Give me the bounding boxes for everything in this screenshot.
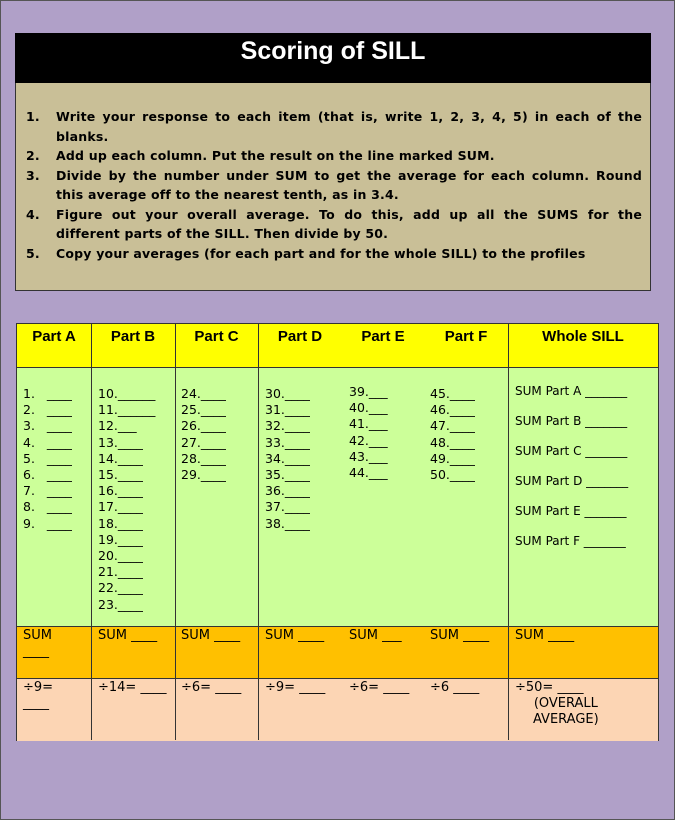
column-header-whole-sill: Whole SILL <box>542 328 624 345</box>
column-header-part-a: Part A <box>32 328 76 345</box>
part-d-sum[interactable]: SUM ____ <box>265 628 325 643</box>
instruction-item <box>26 244 642 264</box>
instruction-text: Copy your averages (for each part and for the whole SILL) to the profiles <box>56 245 586 261</box>
divider <box>175 324 176 740</box>
instruction-text: Write your response to each item (that is, write 1, 2, 3, 4, 5) in each of the blanks. <box>56 109 642 144</box>
part-d-items[interactable]: 30.____ 31.____ 32.____ 33.____ 34.____ 35.____ 36.____ 37.____ 38.____ <box>265 386 310 531</box>
instruction-number: 1. <box>26 109 40 124</box>
instruction-item <box>26 107 642 146</box>
instruction-item <box>26 205 642 244</box>
instruction-text: Figure out your overall average. To do this, add up all the SUMS for the different parts of the SILL. Then divide by 50. <box>56 206 642 241</box>
column-header-part-c: Part C <box>194 328 239 345</box>
instructions-panel <box>15 83 651 291</box>
part-c-items[interactable]: 24.____ 25.____ 26.____ 27.____ 28.____ 29.____ <box>181 386 226 483</box>
part-a-sum[interactable]: SUM ____ <box>23 628 52 659</box>
part-b-items[interactable]: 10.______ 11.______ 12.___ 13.____ 14.____ 15.____ 16.____ 17.____ 18.____ 19.____ 20.____ 21.____ 22.____ 23.____ <box>98 386 156 612</box>
column-header-part-b: Part B <box>110 328 156 345</box>
part-d-average[interactable]: ÷9= ____ <box>265 680 326 695</box>
part-c-sum[interactable]: SUM ____ <box>181 628 241 643</box>
column-header-part-f: Part F <box>444 328 488 345</box>
overall-average[interactable]: ÷50= ____ <box>515 680 584 695</box>
instruction-number: 4. <box>26 206 40 222</box>
part-f-sum[interactable]: SUM ____ <box>430 628 490 643</box>
overall-average-label: (OVERALL AVERAGE) <box>533 696 599 727</box>
instruction-number: 2. <box>26 148 40 163</box>
column-header-part-e: Part E <box>361 328 405 345</box>
part-a-average[interactable]: ÷9= ____ <box>23 680 54 711</box>
instruction-number: 5. <box>26 245 40 261</box>
divider <box>508 324 509 740</box>
divider <box>91 324 92 740</box>
divider <box>17 678 658 679</box>
instruction-text: Add up each column. Put the result on the line marked SUM. <box>56 148 495 163</box>
divider <box>17 367 658 368</box>
whole-sill-sum[interactable]: SUM ____ <box>515 628 575 643</box>
instruction-item <box>26 146 642 166</box>
instruction-text: Divide by the number under SUM to get the average for each column. Round this average off to the nearest tenth, as in 3.4. <box>56 167 642 202</box>
part-e-average[interactable]: ÷6= ____ <box>349 680 410 695</box>
part-b-average[interactable]: ÷14= ____ <box>98 680 167 695</box>
instruction-item <box>26 166 642 205</box>
instruction-number: 3. <box>26 167 40 183</box>
column-header-part-d: Part D <box>277 328 323 345</box>
part-e-items[interactable]: 39.___ 40.___ 41.___ 42.___ 43.___ 44.___ <box>349 384 388 481</box>
scoring-grid <box>16 323 659 741</box>
part-a-items[interactable]: 1. ____ 2. ____ 3. ____ 4. ____ 5. ____ 6. ____ 7. ____ 8. ____ 9. ____ <box>23 386 72 531</box>
whole-sill-sums[interactable]: SUM Part A _______ SUM Part B _______ SUM Part C _______ SUM Part D _______ SUM Part E _______ SUM Part F _______ <box>515 384 629 548</box>
divider <box>17 626 658 627</box>
part-c-average[interactable]: ÷6= ____ <box>181 680 242 695</box>
part-f-average[interactable]: ÷6 ____ <box>430 680 480 695</box>
part-f-items[interactable]: 45.____ 46.____ 47.____ 48.____ 49.____ 50.____ <box>430 386 475 483</box>
part-b-sum[interactable]: SUM ____ <box>98 628 158 643</box>
page-title: Scoring of SILL <box>15 33 651 83</box>
divider <box>258 324 259 740</box>
part-e-sum[interactable]: SUM ___ <box>349 628 402 643</box>
